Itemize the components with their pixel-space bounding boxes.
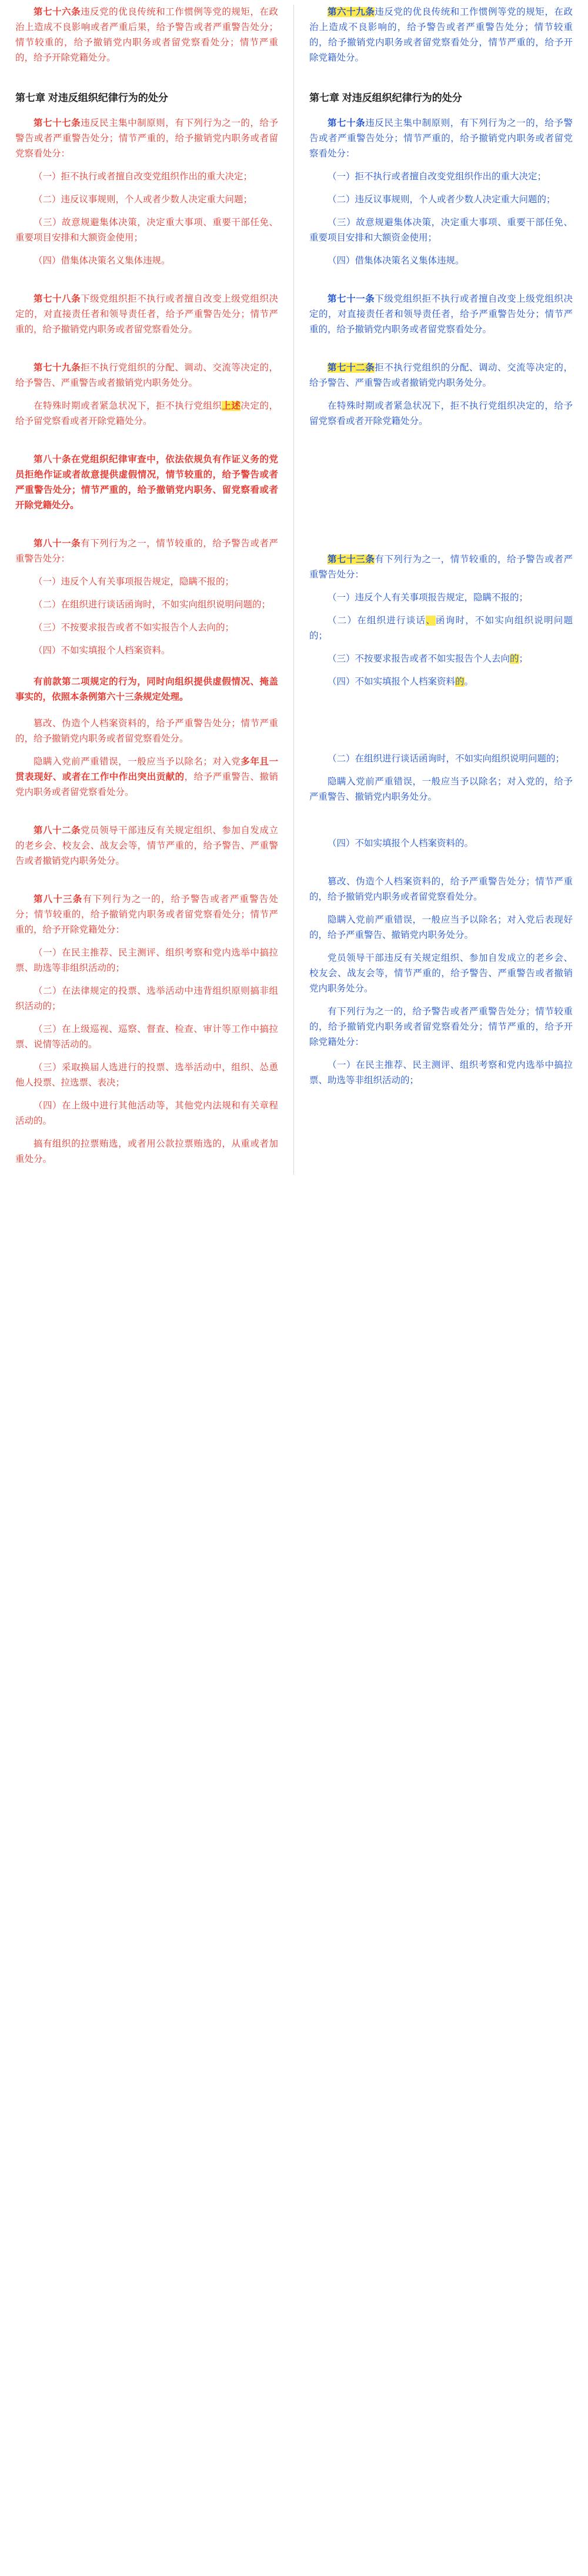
art73-item2-a: （二）在组织进行谈话 <box>328 616 426 626</box>
paragraph-art79 <box>15 360 278 391</box>
article-text-77: 违反民主集中制原则，有下列行为之一的，给予警告或者严重警告处分；情节严重的，给予撤销党内职务或者留党察看处分： <box>15 118 278 159</box>
article-text-73: 有下列行为之一，情节较重的，给予警告或者严重警告处分： <box>309 554 573 580</box>
art81-conceal-part1: 隐瞒入党前严重错误，一般应当予以除名；对入党 <box>34 757 241 767</box>
art73-item4-hl: 的 <box>455 677 465 687</box>
paragraph-art73 <box>309 552 573 583</box>
paragraph-art70-item3: （三）故意规避集体决策，决定重大事项、重要干部任免、重要项目安排和大额资金使用； <box>309 218 573 243</box>
article-number-77: 第七十七条 <box>34 118 81 128</box>
document-page <box>0 0 588 1175</box>
paragraph-art70-item4: （四）借集体决策名义集体违规。 <box>328 256 465 266</box>
art73-item2-hl: 、 <box>426 616 436 626</box>
article-text-78: 下级党组织拒不执行或者擅自改变上级党组织决定的，对直接责任者和领导责任者，给予严重警告处分；情节严重的，给予撤销党内职务或者留党察看处分。 <box>15 294 278 335</box>
paragraph-art77 <box>15 116 278 162</box>
paragraph-art81-item4: （四）不如实填报个人档案资料。 <box>34 646 171 656</box>
art81-conceal-part2: ，给予严重警告、撤销党内职务或者留党察看处分。 <box>15 772 278 797</box>
art73-item3-a: （三）不按要求报告或者不如实报告个人去向 <box>328 654 510 664</box>
art81-conceal-bold: 多年且一贯表现好、或者在工作中作出突出贡献的 <box>15 757 278 782</box>
article-text-69: 违反党的优良传统和工作惯例等党的规矩，在政治上造成不良影响的，给予警告或者严重警告处分；情节较重的，给予撤销党内职务或者留党察看处分，情节严重的，给予开除党籍处分。 <box>309 7 573 63</box>
paragraph-art81 <box>15 536 278 567</box>
paragraph-art74 <box>309 836 573 851</box>
paragraph-art83-item1: （一）在民主推荐、民主测评、组织考察和党内选举中搞拉票、助选等非组织活动的； <box>15 948 278 973</box>
paragraph-art81-item2: （二）在组织进行谈话函询时，不如实向组织说明问题的； <box>34 600 271 610</box>
art73-conceal-a: 隐瞒入党前严重错误，一般应当予以除名；对入党 <box>328 777 536 787</box>
paragraph-art81-forge: 篡改、伪造个人档案资料的，给予严重警告处分；情节严重的，给予撤销党内职务或者留党察看处分。 <box>15 719 278 744</box>
article-text-74: （四）不如实填报个人档案资料的。 <box>328 838 474 848</box>
article-text-82: 党员领导干部违反有关规定组织、参加自发成立的老乡会、校友会、战友会等，情节严重的，给予警告、严重警告或者撤销党内职务处分。 <box>15 826 278 866</box>
paragraph-art83-item5: （四）在上级中进行其他活动等，其他党内法规和有关章程活动的。 <box>15 1101 278 1126</box>
article-number-69: 第六十九条 <box>328 7 375 17</box>
paragraph-art83-item6: 搞有组织的拉票贿选，或者用公款拉票贿选的，从重或者加重处分。 <box>15 1139 278 1164</box>
paragraph-art72-2: 在特殊时期或者紧急状况下，拒不执行党组织决定的，给予留党察看或者开除党籍处分。 <box>309 401 573 426</box>
right-column-new-version <box>294 5 588 1096</box>
paragraph-art77-item4: （四）借集体决策名义集体违规。 <box>34 256 171 266</box>
left-column-old-version <box>0 5 294 1175</box>
highlight-shangshu: 上述 <box>222 401 241 411</box>
article-text-71: 下级党组织拒不执行或者擅自改变上级党组织决定的，对直接责任者和领导责任者，给予严重警告处分；情节严重的，给予撤销党内职务或者留党察看处分。 <box>309 294 573 335</box>
art73-conceal-b: 的，给予严重警告、撤销党内职务处分。 <box>309 777 573 802</box>
art73-item4-a: （四）不如实填报个人档案资料 <box>328 677 456 687</box>
paragraph-art71 <box>309 292 573 338</box>
paragraph-art81-ref: 有前款第二项规定的行为，同时向组织提供虚假情况、掩盖事实的，依照本条例第六十三条规定处理。 <box>15 677 278 702</box>
paragraph-art77-item2: （二）违反议事规则，个人或者少数人决定重大问题； <box>34 195 253 205</box>
paragraph-art78 <box>15 292 278 338</box>
article-text-75: 篡改、伪造个人档案资料的，给予严重警告处分；情节严重的，给予撤销党内职务或者留党察看处分。 <box>309 877 573 902</box>
paragraph-art77-item3: （三）故意规避集体决策，决定重大事项、重要干部任免、重要项目安排和大额资金使用； <box>15 218 278 243</box>
paragraph-art83 <box>15 892 278 938</box>
paragraph-art70-item2: （二）违反议事规则，个人或者少数人决定重大问题的； <box>328 195 556 205</box>
article-text-79: 拒不执行党组织的分配、调动、交流等决定的，给予警告、严重警告或者撤销党内职务处分。 <box>15 363 278 388</box>
article-text-80: 在党组织纪律审查中，依法依规负有作证义务的党员拒绝作证或者故意提供虚假情况，情节较重的，给予警告或者严重警告处分；情节严重的，给予撤销党内职务、留党察看或者开除党籍处分。 <box>15 455 278 510</box>
paragraph-art72 <box>309 360 573 391</box>
article-number-82: 第八十二条 <box>34 826 81 836</box>
paragraph-art80 <box>15 452 278 513</box>
paragraph-art75 <box>309 874 573 905</box>
paragraph-art83-item2: （二）在法律规定的投票、选举活动中违背组织原则搞非组织活动的； <box>15 986 278 1011</box>
paragraph-art73-forge: （二）在组织进行谈话函询时，不如实向组织说明问题的； <box>328 754 565 764</box>
art73-item4-b: 。 <box>464 677 474 687</box>
article-number-71: 第七十一条 <box>328 294 375 304</box>
paragraph-art81-conceal <box>15 754 278 800</box>
article-text-70: 违反民主集中制原则，有下列行为之一的，给予警告或者严重警告处分；情节严重的，给予撤销党内职务或者留党察看处分： <box>309 118 573 159</box>
paragraph-art69 <box>309 5 573 66</box>
article-number-70: 第七十条 <box>328 118 366 128</box>
paragraph-art73-conceal <box>309 774 573 805</box>
article-number-78: 第七十八条 <box>34 294 81 304</box>
paragraph-art75-item3: 有下列行为之一的，给予警告或者严重警告处分；情节较重的，给予撤销党内职务或者留党察看处分；情节严重的，给予开除党籍处分： <box>309 1007 573 1047</box>
article-number-79: 第七十九条 <box>34 363 81 373</box>
paragraph-art73-item1: （一）违反个人有关事项报告规定，隐瞒不报的； <box>328 593 529 603</box>
art73-item3-b: ； <box>519 654 529 664</box>
two-column-comparison <box>0 5 588 1175</box>
paragraph-art73-item4 <box>309 674 573 690</box>
article-number-80: 第八十条 <box>34 455 72 465</box>
paragraph-art82 <box>15 823 278 869</box>
art73-item3-hl: 的 <box>510 654 519 664</box>
paragraph-art75-item4: （一）在民主推荐、民主测评、组织考察和党内选举中搞拉票、助选等非组织活动的； <box>309 1060 573 1085</box>
paragraph-art83-item3: （三）在上级巡视、巡察、督查、检查、审计等工作中搞拉票、说情等活动的。 <box>15 1024 278 1050</box>
paragraph-art81-item3: （三）不按要求报告或者不如实报告个人去向的； <box>34 623 235 633</box>
article-number-76: 第七十六条 <box>34 7 81 17</box>
paragraph-art70-item1: （一）拒不执行或者擅自改变党组织作出的重大决定； <box>328 172 547 182</box>
chapter-heading-right: 第七章 对违反组织纪律行为的处分 <box>309 92 462 103</box>
article-text-81: 有下列行为之一，情节较重的，给予警告或者严重警告处分： <box>15 539 278 564</box>
chapter-heading-left: 第七章 对违反组织纪律行为的处分 <box>15 92 168 103</box>
paragraph-art75-item1: 隐瞒入党前严重错误，一般应当予以除名；对入党后表现好的，给予严重警告、撤销党内职务处分。 <box>309 915 573 940</box>
paragraph-art76 <box>15 5 278 66</box>
paragraph-art77-item1: （一）拒不执行或者擅自改变党组织作出的重大决定； <box>34 172 253 182</box>
article-number-73: 第七十三条 <box>328 554 375 564</box>
paragraph-art83-item4: （三）采取换届人选进行的投票、选举活动中，组织、怂恿他人投票、拉选票、表决； <box>15 1063 278 1088</box>
art73-item2-b: 函询时，不如实向组织说明问题的； <box>309 616 573 641</box>
article-text-83: 有下列行为之一的，给予警告或者严重警告处分；情节较重的，给予撤销党内职务或者留党察看处分；情节严重的，给予开除党籍处分： <box>15 894 278 935</box>
paragraph-art70 <box>309 116 573 162</box>
paragraph-art79-2: 在特殊时期或者紧急状况下，拒不执行党组织上述决定的，给予留党察看或者开除党籍处分。 <box>15 401 278 426</box>
paragraph-art73-item2 <box>309 613 573 644</box>
article-number-81: 第八十一条 <box>34 539 81 549</box>
article-number-83: 第八十三条 <box>34 894 83 904</box>
article-number-72: 第七十二条 <box>328 363 375 373</box>
paragraph-art81-item1: （一）违反个人有关事项报告规定，隐瞒不报的； <box>34 577 235 587</box>
article-text-72: 拒不执行党组织的分配、调动、交流等决定的，给予警告、严重警告或者撤销党内职务处分。 <box>309 363 573 388</box>
paragraph-art73-item3 <box>309 651 573 667</box>
article-text-76: 违反党的优良传统和工作惯例等党的规矩，在政治上造成不良影响或者严重后果，给予警告或者严重警告处分；情节较重的，给予撤销党内职务或者留党察看处分；情节严重的，给予开除党籍处分。 <box>15 7 278 63</box>
paragraph-art75-item2: 党员领导干部违反有关规定组织、参加自发成立的老乡会、校友会、战友会等，情节严重的，给予警告、严重警告或者撤销党内职务处分。 <box>309 953 573 994</box>
